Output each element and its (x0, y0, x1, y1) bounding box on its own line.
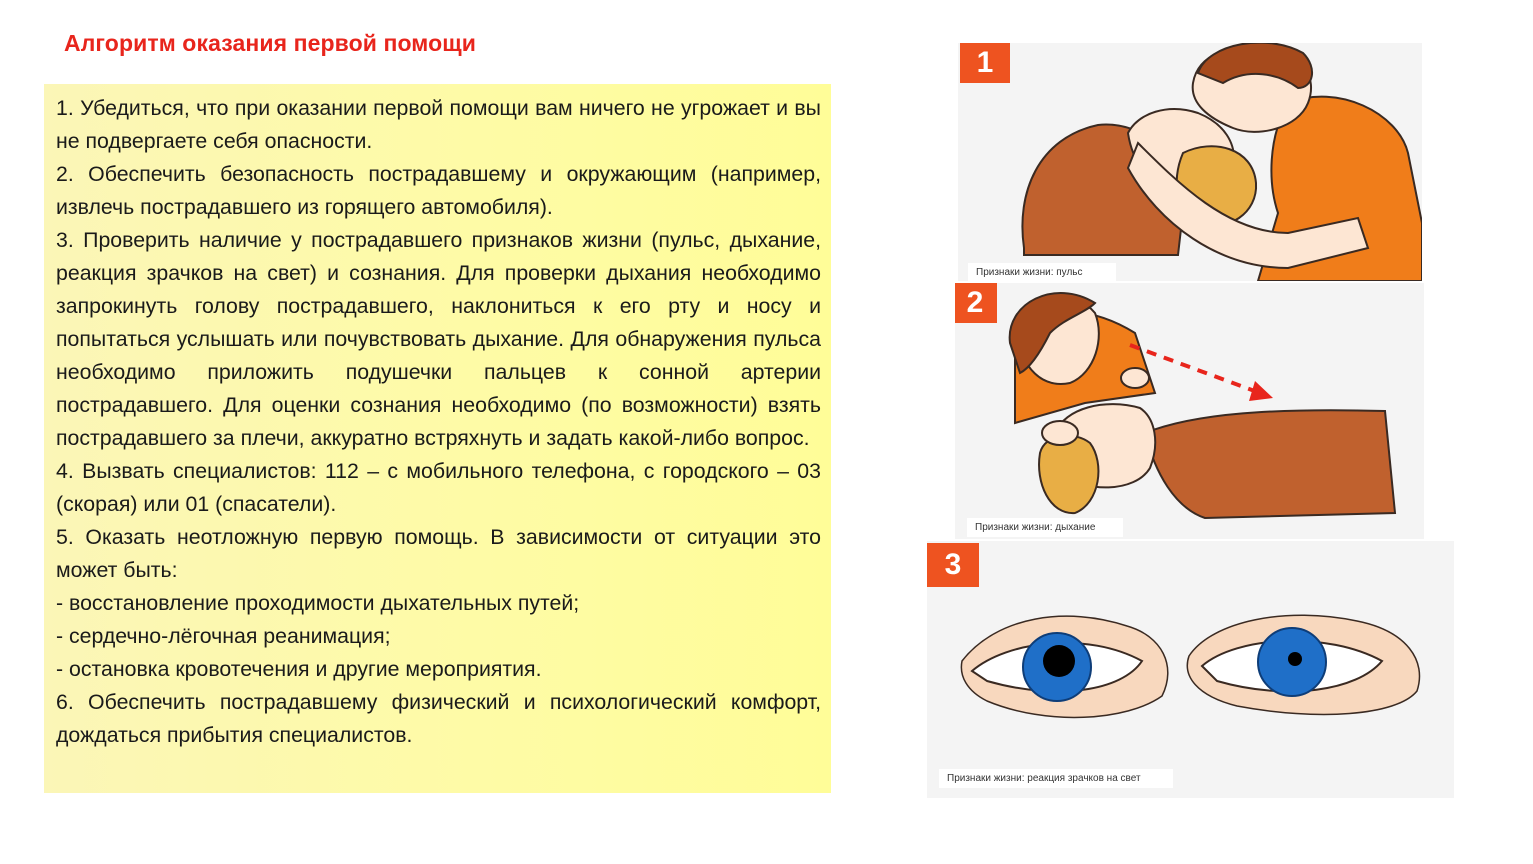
illustration-3-badge: 3 (927, 543, 979, 587)
step-5-item-airway: - восстановление проходимости дыхательных путей; (56, 591, 580, 615)
illustration-3-caption: Признаки жизни: реакция зрачков на свет (939, 769, 1173, 788)
illustration-2-caption: Признаки жизни: дыхание (967, 518, 1123, 537)
step-6: 6. Обеспечить пострадавшему физический и психологический комфорт, дождаться прибытия специалистов. (56, 690, 821, 747)
step-2: 2. Обеспечить безопасность пострадавшему и окружающим (например, извлечь пострадавшего из горящего автомобиля). (56, 162, 821, 219)
illustration-2-badge: 2 (955, 283, 997, 323)
illustration-breathing (955, 283, 1424, 539)
illustration-1-badge: 1 (960, 43, 1010, 83)
pupil-reaction-illustration (927, 541, 1454, 798)
step-3: 3. Проверить наличие у пострадавшего признаков жизни (пульс, дыхание, реакция зрачков на свет) и сознания. Для проверки дыхания необходимо запрокинуть голову пострадавшего, наклониться к его рту и носу и попытаться услышать или почувствовать дыхание. Для обнаружения пульса необходимо приложить подушечки пальцев к сонной артерии пострадавшего. Для оценки сознания необходимо (по возможности) взять пострадавшего за плечи, аккуратно встряхнуть и задать какой-либо вопрос. (56, 228, 821, 450)
illustration-pupils (927, 541, 1454, 798)
algorithm-text-box (44, 84, 831, 793)
illustration-pulse (958, 43, 1422, 281)
step-5-item-cpr: - сердечно-лёгочная реанимация; (56, 624, 391, 648)
illustration-1-caption: Признаки жизни: пульс (968, 263, 1116, 281)
step-4: 4. Вызвать специалистов: 112 – с мобильного телефона, с городского – 03 (скорая) или 01 (спасатели). (56, 459, 821, 516)
step-5: 5. Оказать неотложную первую помощь. В зависимости от ситуации это может быть: (56, 525, 821, 582)
page-title: Алгоритм оказания первой помощи (64, 30, 476, 56)
pulse-check-illustration (958, 43, 1422, 281)
step-5-item-bleeding: - остановка кровотечения и другие мероприятия. (56, 657, 542, 681)
breathing-check-illustration (955, 283, 1424, 539)
step-1: 1. Убедиться, что при оказании первой помощи вам ничего не угрожает и вы не подвергаете себя опасности. (56, 96, 821, 153)
